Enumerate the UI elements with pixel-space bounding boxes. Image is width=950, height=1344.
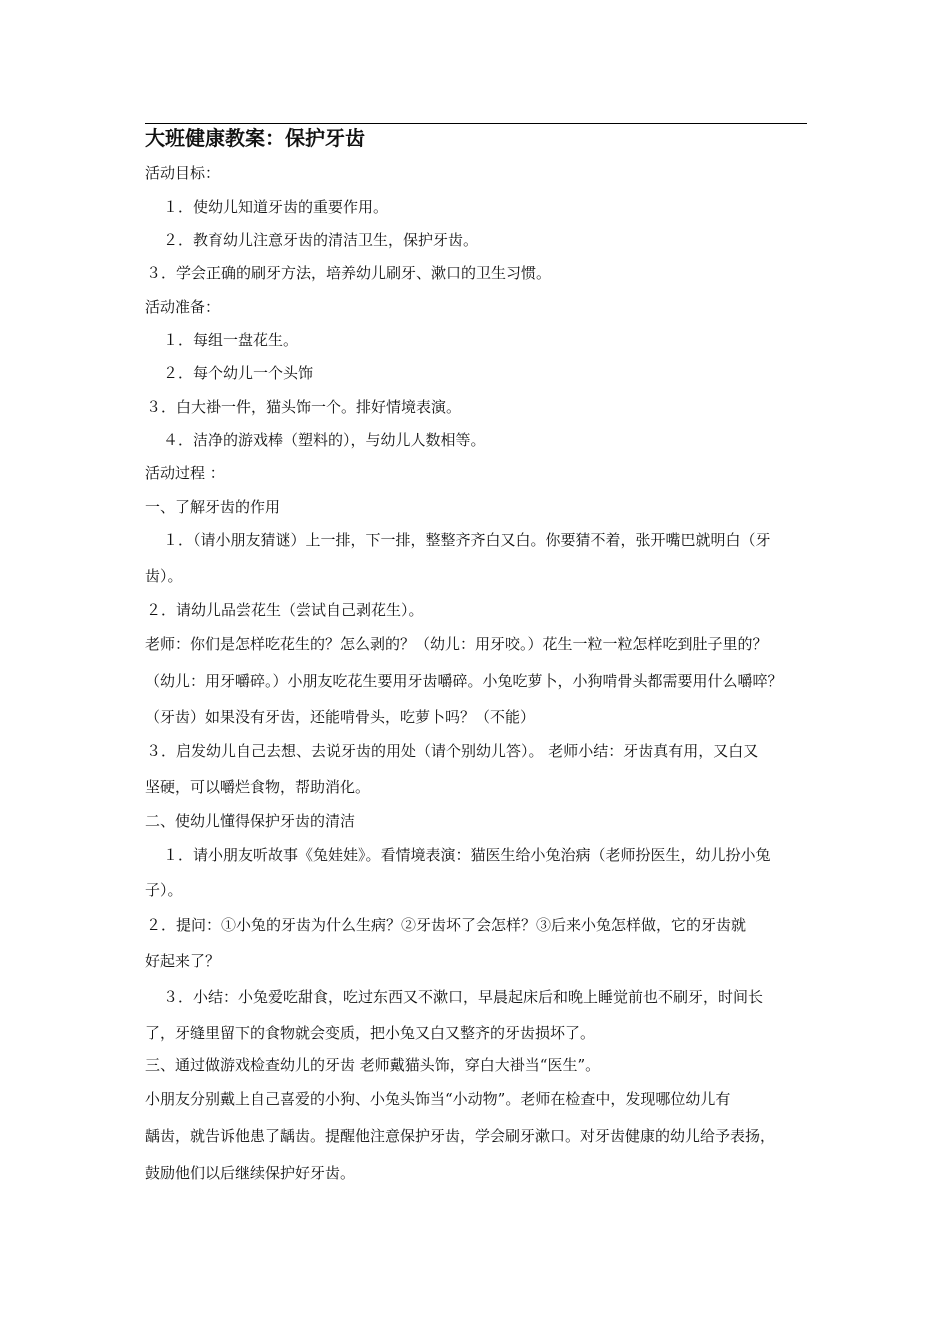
paragraph-line: ２．提问：①小兔的牙齿为什么生病？②牙齿坏了会怎样？③后来小兔怎样做，它的牙齿就: [146, 916, 747, 934]
paragraph-line: １．使幼儿知道牙齿的重要作用。: [163, 198, 389, 216]
paragraph-line: （牙齿）如果没有牙齿，还能啃骨头，吃萝卜吗？（不能）: [145, 708, 536, 726]
paragraph-line: 龋齿，就告诉他患了龋齿。提醒他注意保护牙齿，学会刷牙漱口。对牙齿健康的幼儿给予表扬，: [145, 1127, 776, 1145]
section-heading: 活动过程 ：: [145, 464, 225, 482]
paragraph-line: ３．启发幼儿自己去想、去说牙齿的用处（请个别幼儿答）。 老师小结：牙齿真有用，又白又: [146, 742, 759, 760]
paragraph-line: ２．教育幼儿注意牙齿的清洁卫生，保护牙齿。: [163, 231, 479, 249]
paragraph-line: １．（请小朋友猜谜）上一排，下一排，整整齐齐白又白。你要猜不着，张开嘴巴就明白（牙: [163, 531, 771, 549]
paragraph-line: ３．白大褂一件，猫头饰一个。排好情境表演。: [146, 398, 462, 416]
paragraph-line: 鼓励他们以后继续保护好牙齿。: [145, 1164, 356, 1182]
paragraph-line: ３．学会正确的刷牙方法，培养幼儿刷牙、漱口的卫生习惯。: [146, 264, 552, 282]
section-heading: 三、通过做游戏检查幼儿的牙齿 老师戴猫头饰，穿白大褂当“医生”。: [145, 1056, 601, 1074]
paragraph-line: ２．每个幼儿一个头饰: [163, 364, 314, 382]
document-title: 大班健康教案：保护牙齿: [145, 126, 365, 150]
paragraph-line: ４．洁净的游戏棒（塑料的），与幼儿人数相等。: [163, 431, 486, 449]
paragraph-line: 齿）。: [145, 567, 183, 585]
paragraph-line: 子）。: [145, 881, 183, 899]
paragraph-line: 好起来了？: [145, 952, 221, 970]
paragraph-line: 了，牙缝里留下的食物就会变质，把小兔又白又整齐的牙齿损坏了。: [145, 1024, 596, 1042]
section-heading: 一、了解牙齿的作用: [145, 498, 281, 516]
paragraph-line: １．请小朋友听故事《兔娃娃》。看情境表演：猫医生给小兔治病（老师扮医生，幼儿扮小兔: [163, 846, 771, 864]
paragraph-line: ２．请幼儿品尝花生（尝试自己剥花生）。: [146, 601, 424, 619]
paragraph-line: 小朋友分别戴上自己喜爱的小狗、小兔头饰当“小动物”。老师在检查中，发现哪位幼儿有: [145, 1090, 731, 1108]
section-heading: 活动目标：: [145, 164, 221, 182]
paragraph-line: １．每组一盘花生。: [163, 331, 299, 349]
paragraph-line: （幼儿：用牙嚼碎。）小朋友吃花生要用牙齿嚼碎。小兔吃萝卜，小狗啃骨头都需要用什么嚼啐？: [145, 672, 783, 690]
paragraph-line: ３．小结：小兔爱吃甜食，吃过东西又不漱口，早晨起床后和晚上睡觉前也不刷牙，时间长: [163, 988, 764, 1006]
section-heading: 活动准备：: [145, 298, 221, 316]
section-heading: 二、使幼儿懂得保护牙齿的清洁: [145, 812, 356, 830]
paragraph-line: 老师：你们是怎样吃花生的？怎么剥的？（幼儿：用牙咬。）花生一粒一粒怎样吃到肚子里的？: [145, 635, 768, 653]
paragraph-line: 坚硬，可以嚼烂食物，帮助消化。: [145, 778, 371, 796]
header-rule: [145, 123, 807, 124]
